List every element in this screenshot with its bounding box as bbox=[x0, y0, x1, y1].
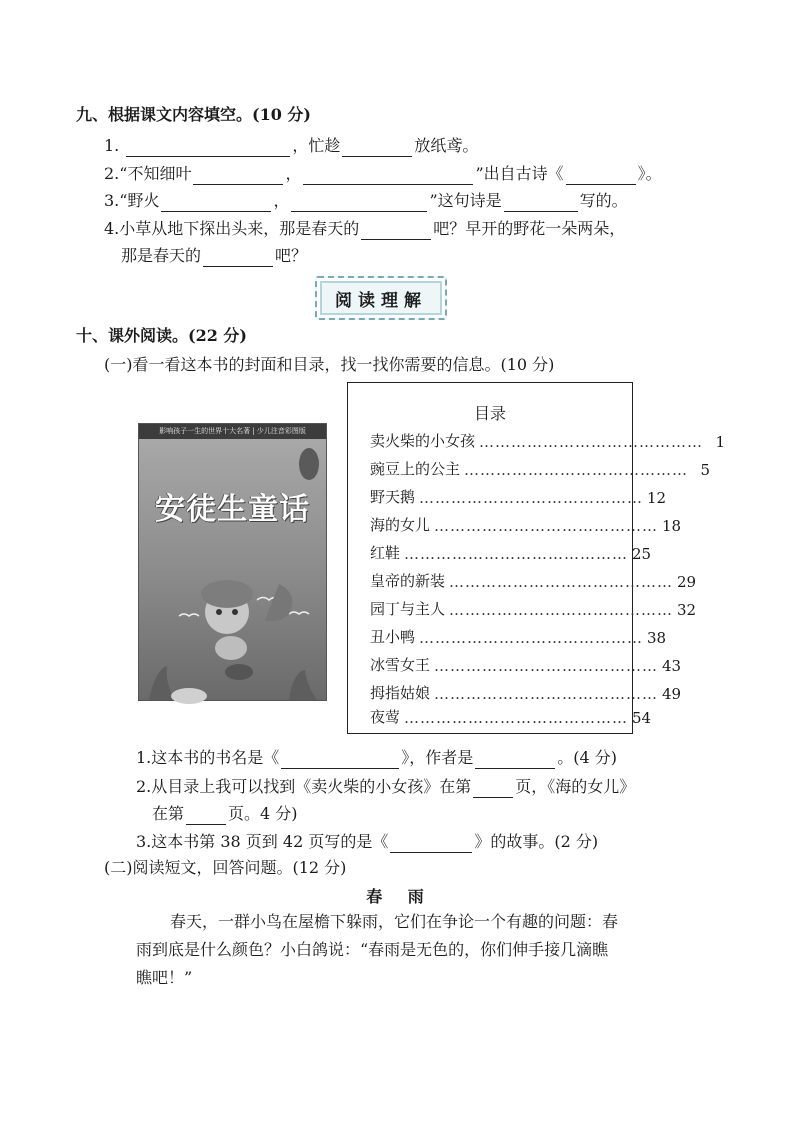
cover-title: 安徒生童话 bbox=[155, 492, 310, 527]
table-of-contents bbox=[347, 382, 726, 734]
question-9-2: 2.“不知细叶 ， ”出自古诗《 》。 bbox=[104, 164, 662, 183]
cover-illustration bbox=[139, 424, 326, 700]
story-line-2: 雨到底是什么颜色？小白鸽说：“春雨是无色的，你们伸手接几滴瞧 bbox=[136, 940, 609, 959]
answer-blank[interactable] bbox=[126, 138, 290, 157]
story-line-3: 瞧吧！” bbox=[136, 968, 193, 987]
part-2-instruction: (二)阅读短文，回答问题。(12 分) bbox=[104, 858, 347, 877]
toc-entry: 丑小鸭 …………………………………… 38 bbox=[370, 628, 667, 647]
book-cover-image bbox=[138, 423, 327, 701]
toc-entry: 野天鹅 …………………………………… 12 bbox=[370, 488, 667, 507]
question-10-3: 3.这本书第 38 页到 42 页写的是《 》的故事。(2 分) bbox=[136, 832, 599, 851]
toc-title: 目录 bbox=[473, 404, 506, 423]
toc-entry: 拇指姑娘 …………………………………… 49 bbox=[370, 684, 682, 703]
part-1-instruction: (一)看一看这本书的封面和目录，找一找你需要的信息。(10 分) bbox=[104, 355, 555, 374]
toc-entry: 豌豆上的公主 …………………………………… 5 bbox=[370, 460, 711, 479]
question-10-1: 1.这本书的书名是《 》，作者是 。(4 分) bbox=[136, 748, 618, 767]
question-9-1: 1. ，忙趁 放纸鸢。 bbox=[104, 136, 479, 155]
toc-entry: 卖火柴的小女孩 …………………………………… 1 bbox=[370, 432, 726, 451]
answer-blank[interactable] bbox=[186, 806, 226, 825]
answer-blank[interactable] bbox=[281, 750, 399, 769]
cover-series-text: 影响孩子一生的世界十大名著 | 少儿注音彩图版 bbox=[139, 424, 326, 439]
answer-blank[interactable] bbox=[504, 193, 578, 212]
question-10-2: 2.从目录上我可以找到《卖火柴的小女孩》在第 页，《海的女儿》 bbox=[136, 777, 636, 796]
question-9-4-line-2: 那是春天的 吧？ bbox=[121, 246, 308, 265]
question-10-2-line-2: 在第 页。4 分) bbox=[152, 804, 298, 823]
toc-entry: 红鞋 …………………………………… 25 bbox=[370, 544, 652, 563]
toc-entry: 园丁与主人 …………………………………… 32 bbox=[370, 600, 697, 619]
story-title: 春 雨 bbox=[366, 887, 434, 906]
answer-blank[interactable] bbox=[203, 248, 273, 267]
section-9-heading: 九、根据课文内容填空。(10 分) bbox=[76, 105, 311, 124]
toc-entry: 皇帝的新装 …………………………………… 29 bbox=[370, 572, 697, 591]
answer-blank[interactable] bbox=[473, 779, 513, 798]
answer-blank[interactable] bbox=[342, 138, 412, 157]
answer-blank[interactable] bbox=[303, 166, 473, 185]
toc-entry: 海的女儿 …………………………………… 18 bbox=[370, 516, 682, 535]
toc-entry: 冰雪女王 …………………………………… 43 bbox=[370, 656, 682, 675]
toc-entry: 夜莺 …………………………………… 54 bbox=[370, 708, 652, 727]
answer-blank[interactable] bbox=[390, 834, 472, 853]
answer-blank[interactable] bbox=[291, 193, 427, 212]
reading-comprehension-banner: 阅读理解 bbox=[315, 276, 447, 320]
answer-blank[interactable] bbox=[475, 750, 555, 769]
question-9-4: 4.小草从地下探出头来，那是春天的 吧？早开的野花一朵两朵， bbox=[104, 219, 626, 238]
question-9-3: 3.“野火 ， ”这句诗是 写的。 bbox=[104, 191, 628, 210]
answer-blank[interactable] bbox=[566, 166, 636, 185]
story-line-1: 春天，一群小鸟在屋檐下躲雨，它们在争论一个有趣的问题：春 bbox=[170, 912, 619, 931]
section-10-heading: 十、课外阅读。(22 分) bbox=[76, 326, 247, 345]
answer-blank[interactable] bbox=[161, 193, 271, 212]
answer-blank[interactable] bbox=[361, 221, 431, 240]
answer-blank[interactable] bbox=[193, 166, 283, 185]
